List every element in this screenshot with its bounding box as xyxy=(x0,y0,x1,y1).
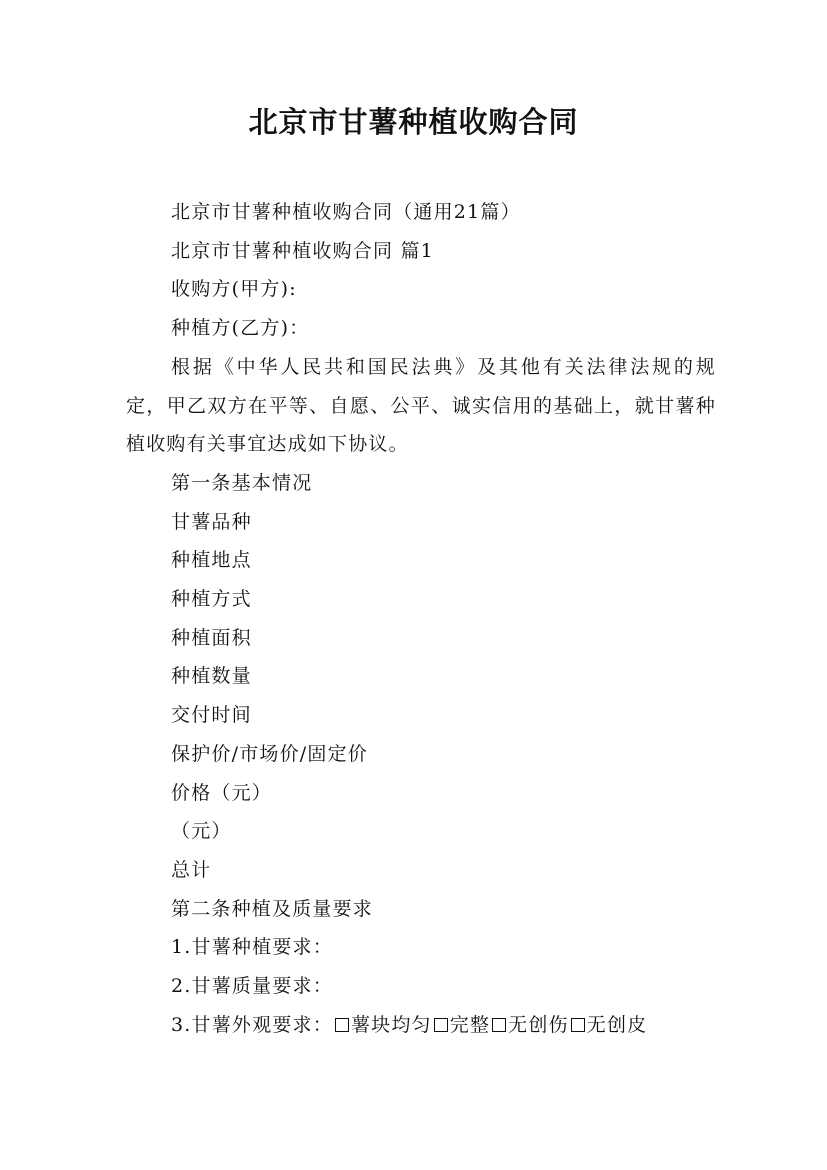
field-price: 价格（元） xyxy=(171,781,273,804)
section-heading: 北京市甘薯种植收购合同 篇1 xyxy=(171,239,434,262)
list-item: 2.甘薯质量要求： xyxy=(171,975,333,998)
field-location: 种植地点 xyxy=(171,549,252,572)
option-label: 完整 xyxy=(449,1013,491,1036)
appearance-line xyxy=(126,1006,716,1045)
field-delivery-time: 交付时间 xyxy=(171,704,252,727)
checkbox-icon xyxy=(492,1018,506,1032)
article-heading: 第二条种植及质量要求 xyxy=(171,897,374,920)
buyer-line: 收购方(甲方): xyxy=(171,278,297,301)
option-label: 无创皮 xyxy=(586,1013,648,1036)
document-body xyxy=(126,193,716,1044)
field-quantity: 种植数量 xyxy=(171,665,252,688)
checkbox-icon xyxy=(571,1018,585,1032)
field-variety: 甘薯品种 xyxy=(171,510,252,533)
list-item: 1.甘薯种植要求： xyxy=(171,936,333,959)
option-label: 薯块均匀 xyxy=(350,1013,432,1036)
preamble-paragraph: 根据《中华人民共和国民法典》及其他有关法律法规的规定，甲乙双方在平等、自愿、公平、诚实信用的基础上，就甘薯种植收购有关事宜达成如下协议。 xyxy=(126,355,716,456)
article-heading: 第一条基本情况 xyxy=(171,471,313,494)
grower-line: 种植方(乙方)： xyxy=(171,317,310,340)
page-title: 北京市甘薯种植收购合同 xyxy=(248,105,579,139)
appearance-prefix: 3.甘薯外观要求： xyxy=(171,1013,333,1036)
checkbox-icon xyxy=(434,1018,448,1032)
checkbox-icon xyxy=(335,1018,349,1032)
field-area: 种植面积 xyxy=(171,626,252,649)
option-label: 无创伤 xyxy=(508,1013,569,1036)
field-method: 种植方式 xyxy=(171,588,252,611)
subtitle-paragraph: 北京市甘薯种植收购合同（通用21篇） xyxy=(171,201,521,223)
field-price-type: 保护价/市场价/固定价 xyxy=(171,742,369,765)
field-unit: （元） xyxy=(171,820,232,843)
field-total: 总计 xyxy=(171,858,212,881)
